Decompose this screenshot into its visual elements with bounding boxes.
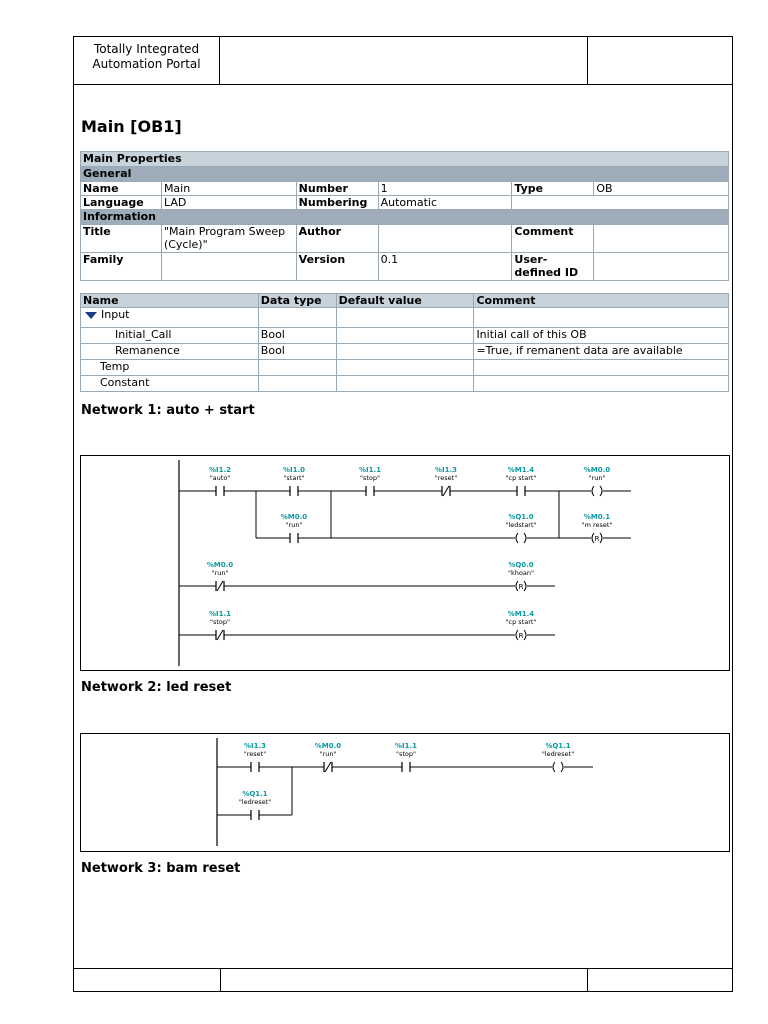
network-1-title: Network 1: auto + start xyxy=(81,403,255,418)
footer-divider xyxy=(220,969,221,991)
general-section: General xyxy=(81,167,729,182)
operand-address: %M1.4 xyxy=(507,466,535,474)
empty-cell xyxy=(336,360,474,376)
input-label: Input xyxy=(101,308,130,321)
constant-label: Constant xyxy=(81,376,259,392)
author-value xyxy=(378,225,512,253)
header-product-cell xyxy=(74,37,220,84)
empty-cell xyxy=(512,196,729,210)
author-label: Author xyxy=(296,225,378,253)
network-2-title: Network 2: led reset xyxy=(81,680,232,695)
operand-symbol: "stop" xyxy=(209,618,231,626)
empty-cell xyxy=(336,376,474,392)
col-header-comment: Comment xyxy=(474,294,729,308)
empty-cell xyxy=(336,308,474,328)
contact-slash xyxy=(217,630,223,640)
operand-symbol: "run" xyxy=(588,474,606,482)
name-label: Name xyxy=(81,182,162,196)
col-header-default: Default value xyxy=(336,294,474,308)
col-header-datatype: Data type xyxy=(258,294,336,308)
input-section-row[interactable] xyxy=(81,308,259,328)
family-label: Family xyxy=(81,253,162,281)
param-comment: =True, if remanent data are available xyxy=(474,344,729,360)
operand-symbol: "run" xyxy=(211,569,229,577)
contact-slash xyxy=(325,762,331,772)
operand-symbol: "khoan" xyxy=(508,569,534,577)
col-header-name: Name xyxy=(81,294,259,308)
empty-cell xyxy=(258,376,336,392)
operand-symbol: "ledreset" xyxy=(541,750,575,758)
param-default xyxy=(336,344,474,360)
number-value: 1 xyxy=(378,182,512,196)
family-value xyxy=(161,253,296,281)
number-label: Number xyxy=(296,182,378,196)
operand-symbol: "start" xyxy=(283,474,305,482)
operand-address: %Q1.1 xyxy=(242,790,268,798)
empty-cell xyxy=(474,376,729,392)
page-footer xyxy=(73,968,733,992)
operand-address: %M0.0 xyxy=(206,561,234,569)
network-1-box xyxy=(80,455,730,671)
language-value: LAD xyxy=(161,196,296,210)
operand-address: %M0.1 xyxy=(583,513,611,521)
version-value: 0.1 xyxy=(378,253,512,281)
empty-cell xyxy=(258,360,336,376)
information-section: Information xyxy=(81,210,729,225)
collapse-triangle-icon[interactable] xyxy=(85,312,97,319)
coil-arc xyxy=(524,581,526,591)
operand-address: %I1.3 xyxy=(243,742,267,750)
header-product-line1: Totally Integrated xyxy=(93,42,200,56)
version-label: Version xyxy=(296,253,378,281)
network-1-ladder xyxy=(81,456,729,670)
coil-letter: R xyxy=(518,583,524,591)
header-divider xyxy=(587,37,588,84)
operand-address: %I1.2 xyxy=(208,466,232,474)
operand-address: %I1.1 xyxy=(358,466,382,474)
operand-symbol: "stop" xyxy=(395,750,417,758)
coil-arc xyxy=(561,762,563,772)
numbering-value: Automatic xyxy=(378,196,512,210)
coil-arc xyxy=(516,533,518,543)
operand-symbol: "m reset" xyxy=(581,521,613,529)
operand-symbol: "reset" xyxy=(434,474,458,482)
properties-table xyxy=(80,151,729,281)
language-label: Language xyxy=(81,196,162,210)
param-comment: Initial call of this OB xyxy=(474,328,729,344)
network-2-box xyxy=(80,733,730,852)
coil-arc xyxy=(524,533,526,543)
type-value: OB xyxy=(594,182,729,196)
operand-symbol: "stop" xyxy=(359,474,381,482)
interface-table xyxy=(80,293,729,392)
operand-symbol: "auto" xyxy=(209,474,231,482)
userid-value xyxy=(594,253,729,281)
param-default xyxy=(336,328,474,344)
operand-symbol: "ledstart" xyxy=(505,521,537,529)
network-2-ladder xyxy=(81,734,729,851)
param-name: Initial_Call xyxy=(81,328,259,344)
coil-letter: R xyxy=(518,632,524,640)
operand-symbol: "cp start" xyxy=(505,618,537,626)
properties-title: Main Properties xyxy=(81,152,729,167)
operand-address: %I1.0 xyxy=(282,466,306,474)
operand-address: %I1.3 xyxy=(434,466,458,474)
operand-address: %Q0.0 xyxy=(508,561,534,569)
type-label: Type xyxy=(512,182,594,196)
operand-address: %I1.1 xyxy=(394,742,418,750)
numbering-label: Numbering xyxy=(296,196,378,210)
coil-arc xyxy=(600,486,602,496)
operand-symbol: "cp start" xyxy=(505,474,537,482)
empty-cell xyxy=(474,360,729,376)
operand-symbol: "run" xyxy=(319,750,337,758)
comment-value xyxy=(594,225,729,253)
param-type: Bool xyxy=(258,344,336,360)
coil-letter: R xyxy=(594,535,600,543)
operand-address: %M1.4 xyxy=(507,610,535,618)
operand-symbol: "reset" xyxy=(243,750,267,758)
param-type: Bool xyxy=(258,328,336,344)
page-header xyxy=(73,36,733,85)
operand-symbol: "ledreset" xyxy=(238,798,272,806)
operand-address: %Q1.1 xyxy=(545,742,571,750)
userid-label: User-defined ID xyxy=(512,253,594,281)
page-title: Main [OB1] xyxy=(81,117,182,136)
coil-arc xyxy=(592,486,594,496)
footer-divider xyxy=(587,969,588,991)
contact-slash xyxy=(443,486,449,496)
coil-arc xyxy=(524,630,526,640)
operand-symbol: "run" xyxy=(285,521,303,529)
comment-label: Comment xyxy=(512,225,594,253)
empty-cell xyxy=(474,308,729,328)
title-label: Title xyxy=(81,225,162,253)
header-product-line2: Automation Portal xyxy=(92,57,201,71)
operand-address: %Q1.0 xyxy=(508,513,534,521)
empty-cell xyxy=(258,308,336,328)
contact-slash xyxy=(217,581,223,591)
name-value: Main xyxy=(161,182,296,196)
network-3-title: Network 3: bam reset xyxy=(81,861,241,876)
title-value: "Main Program Sweep (Cycle)" xyxy=(161,225,296,253)
temp-label: Temp xyxy=(81,360,259,376)
operand-address: %M0.0 xyxy=(583,466,611,474)
coil-arc xyxy=(600,533,602,543)
coil-arc xyxy=(553,762,555,772)
operand-address: %M0.0 xyxy=(314,742,342,750)
operand-address: %I1.1 xyxy=(208,610,232,618)
param-name: Remanence xyxy=(81,344,259,360)
operand-address: %M0.0 xyxy=(280,513,308,521)
